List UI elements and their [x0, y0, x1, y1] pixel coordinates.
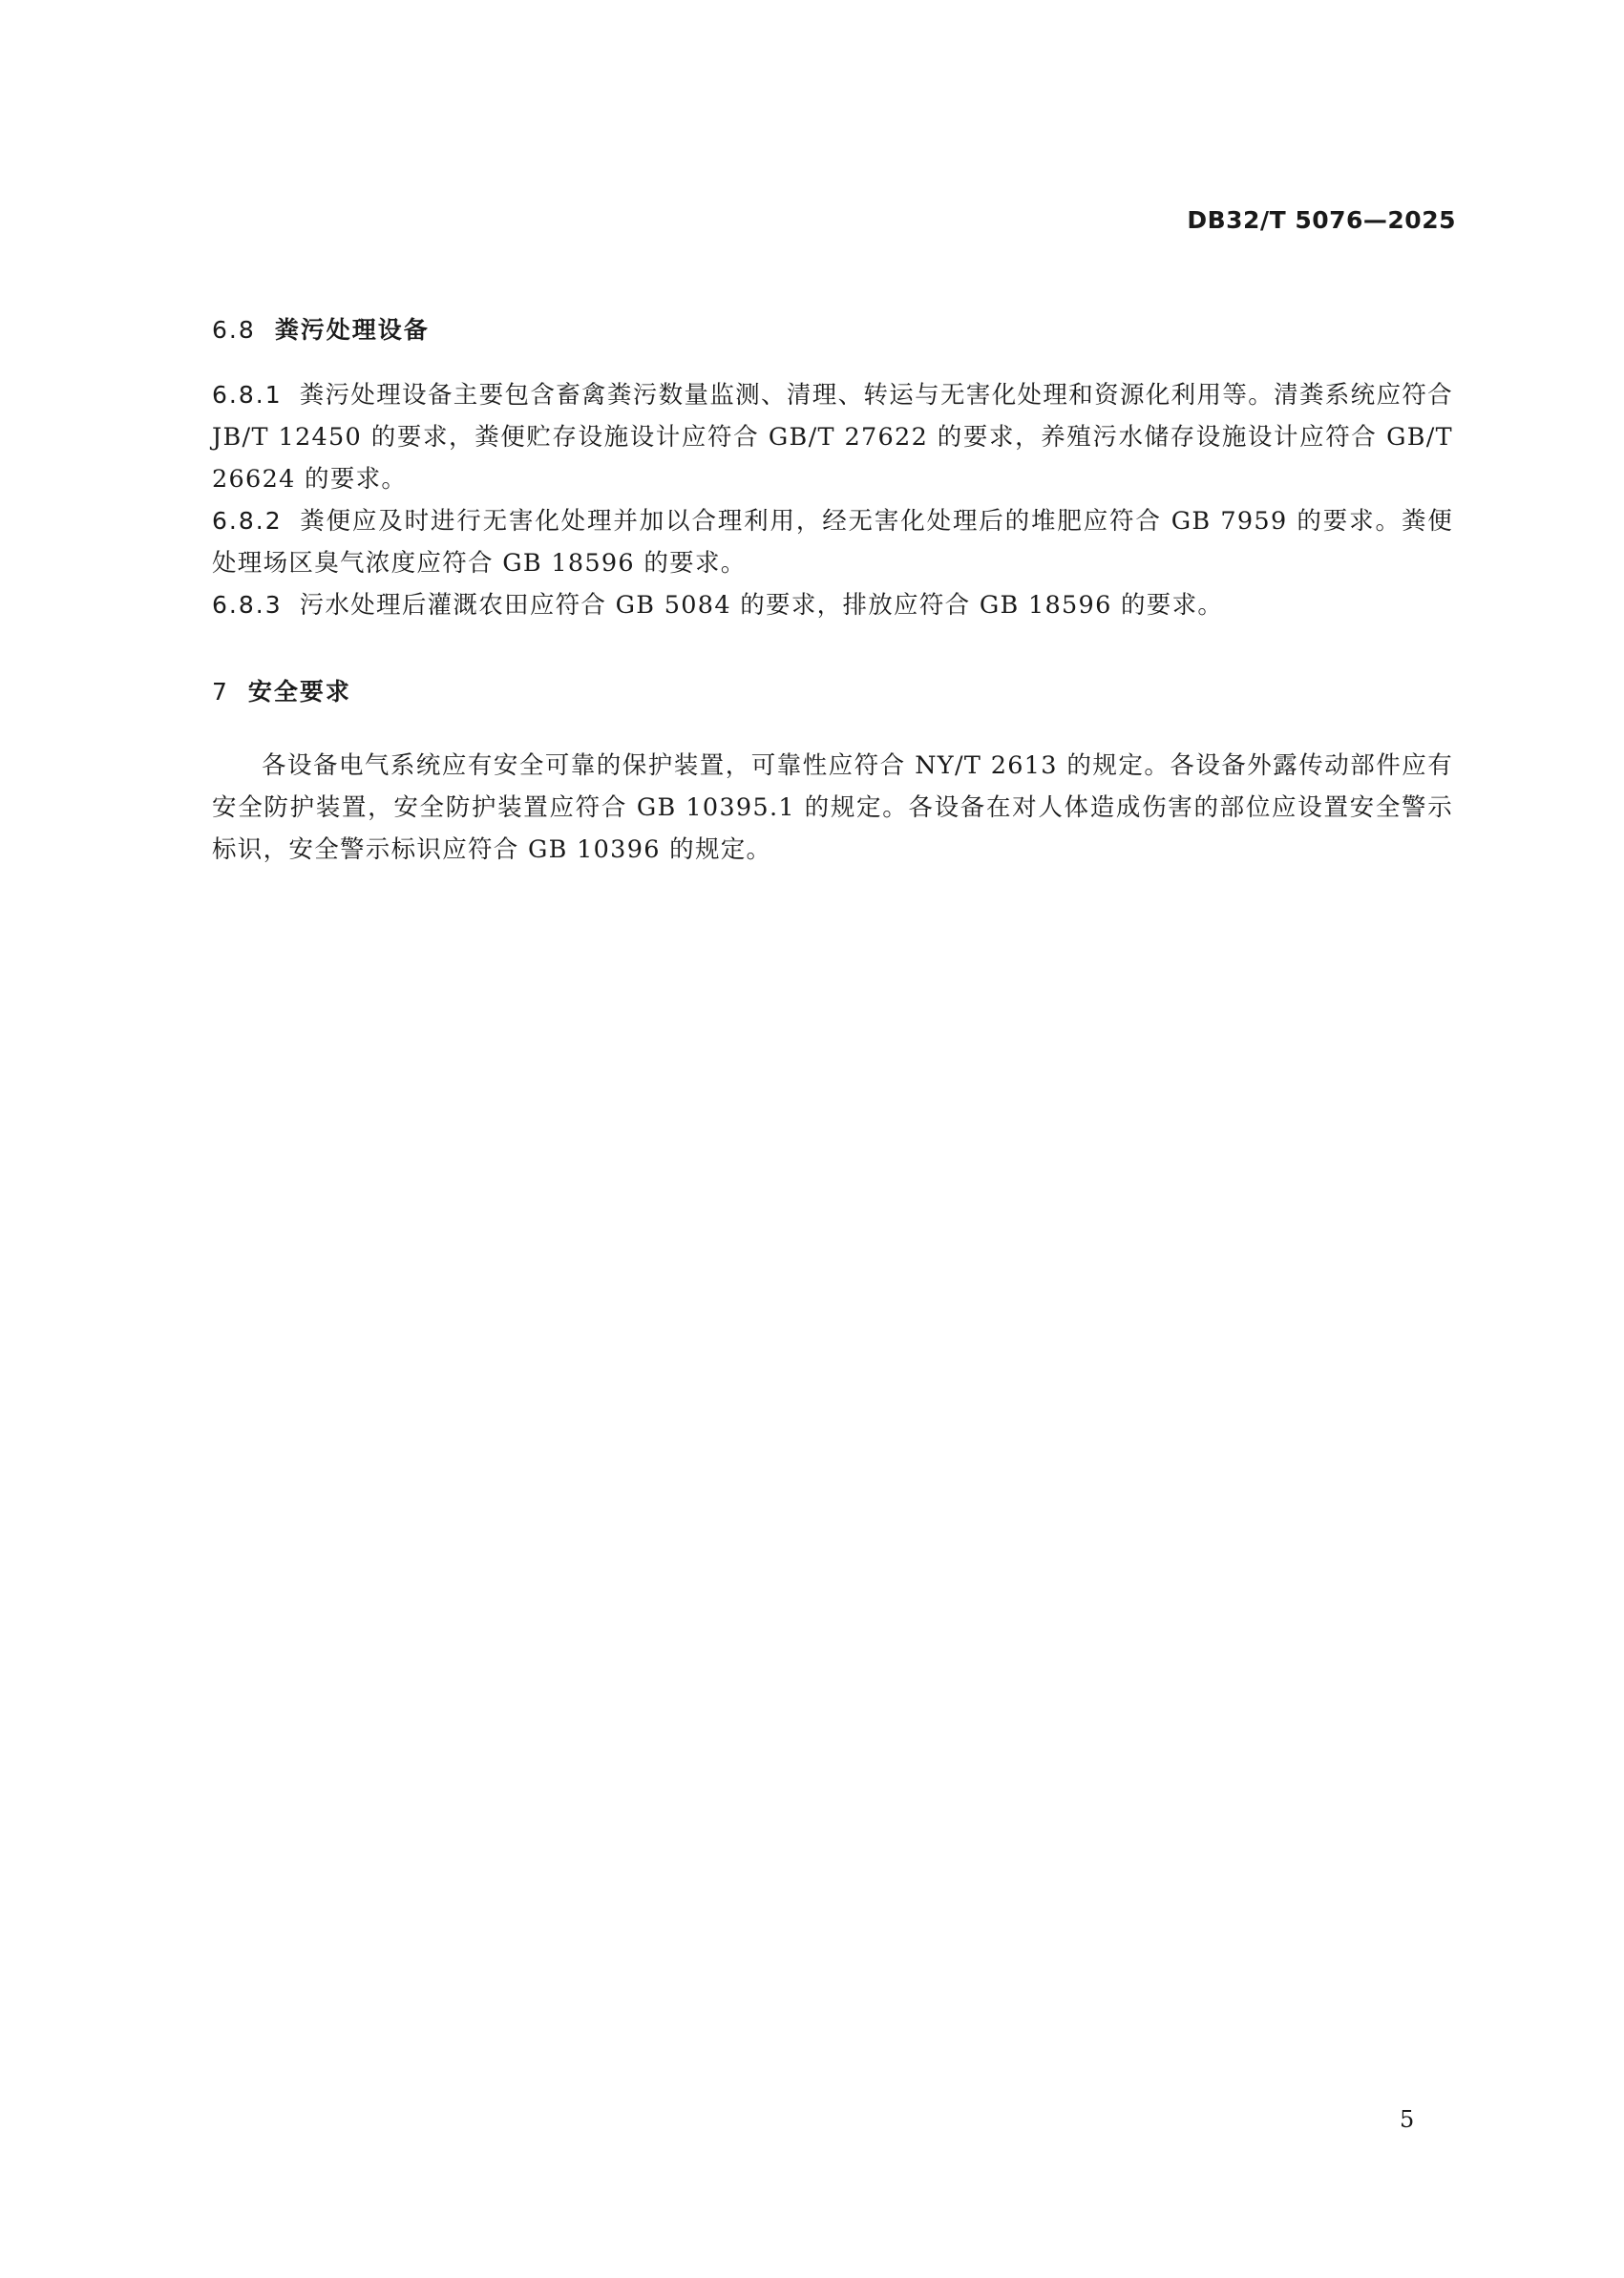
section-title: 粪污处理设备: [274, 316, 430, 344]
clause-text: 粪污处理设备主要包含畜禽粪污数量监测、清理、转运与无害化处理和资源化利用等。清粪系统应符合 JB/T 12450 的要求，粪便贮存设施设计应符合 GB/T 27622 的要求，养殖污水储存设施设计应符合 GB/T 26624 的要求。: [212, 381, 1453, 494]
section-heading-7: [212, 673, 351, 707]
clause-6-8-3: [212, 584, 1453, 626]
safety-paragraph: 各设备电气系统应有安全可靠的保护装置，可靠性应符合 NY/T 2613 的规定。各设备外露传动部件应有安全防护装置，安全防护装置应符合 GB 10395.1 的规定。各设备在对人体造成伤害的部位应设置安全警示标识，安全警示标识应符合 GB 10396 的规定。: [212, 751, 1453, 864]
clause-6-8-1: [212, 374, 1453, 500]
page-number: 5: [1400, 2106, 1415, 2133]
clause-number: 6.8.1: [212, 381, 283, 409]
document-code: DB32/T 5076—2025: [1187, 206, 1456, 234]
clause-number: 6.8.3: [212, 591, 283, 619]
clause-text: 粪便应及时进行无害化处理并加以合理利用，经无害化处理后的堆肥应符合 GB 7959 的要求。粪便处理场区臭气浓度应符合 GB 18596 的要求。: [212, 507, 1453, 578]
section-title: 安全要求: [247, 678, 351, 706]
section-heading-6-8: [212, 311, 430, 346]
section-number: 7: [212, 678, 229, 706]
section-number: 6.8: [212, 316, 256, 344]
clause-number: 6.8.2: [212, 507, 283, 535]
clause-6-8-2: [212, 500, 1453, 584]
clause-text: 污水处理后灌溉农田应符合 GB 5084 的要求，排放应符合 GB 18596 的要求。: [299, 591, 1224, 620]
